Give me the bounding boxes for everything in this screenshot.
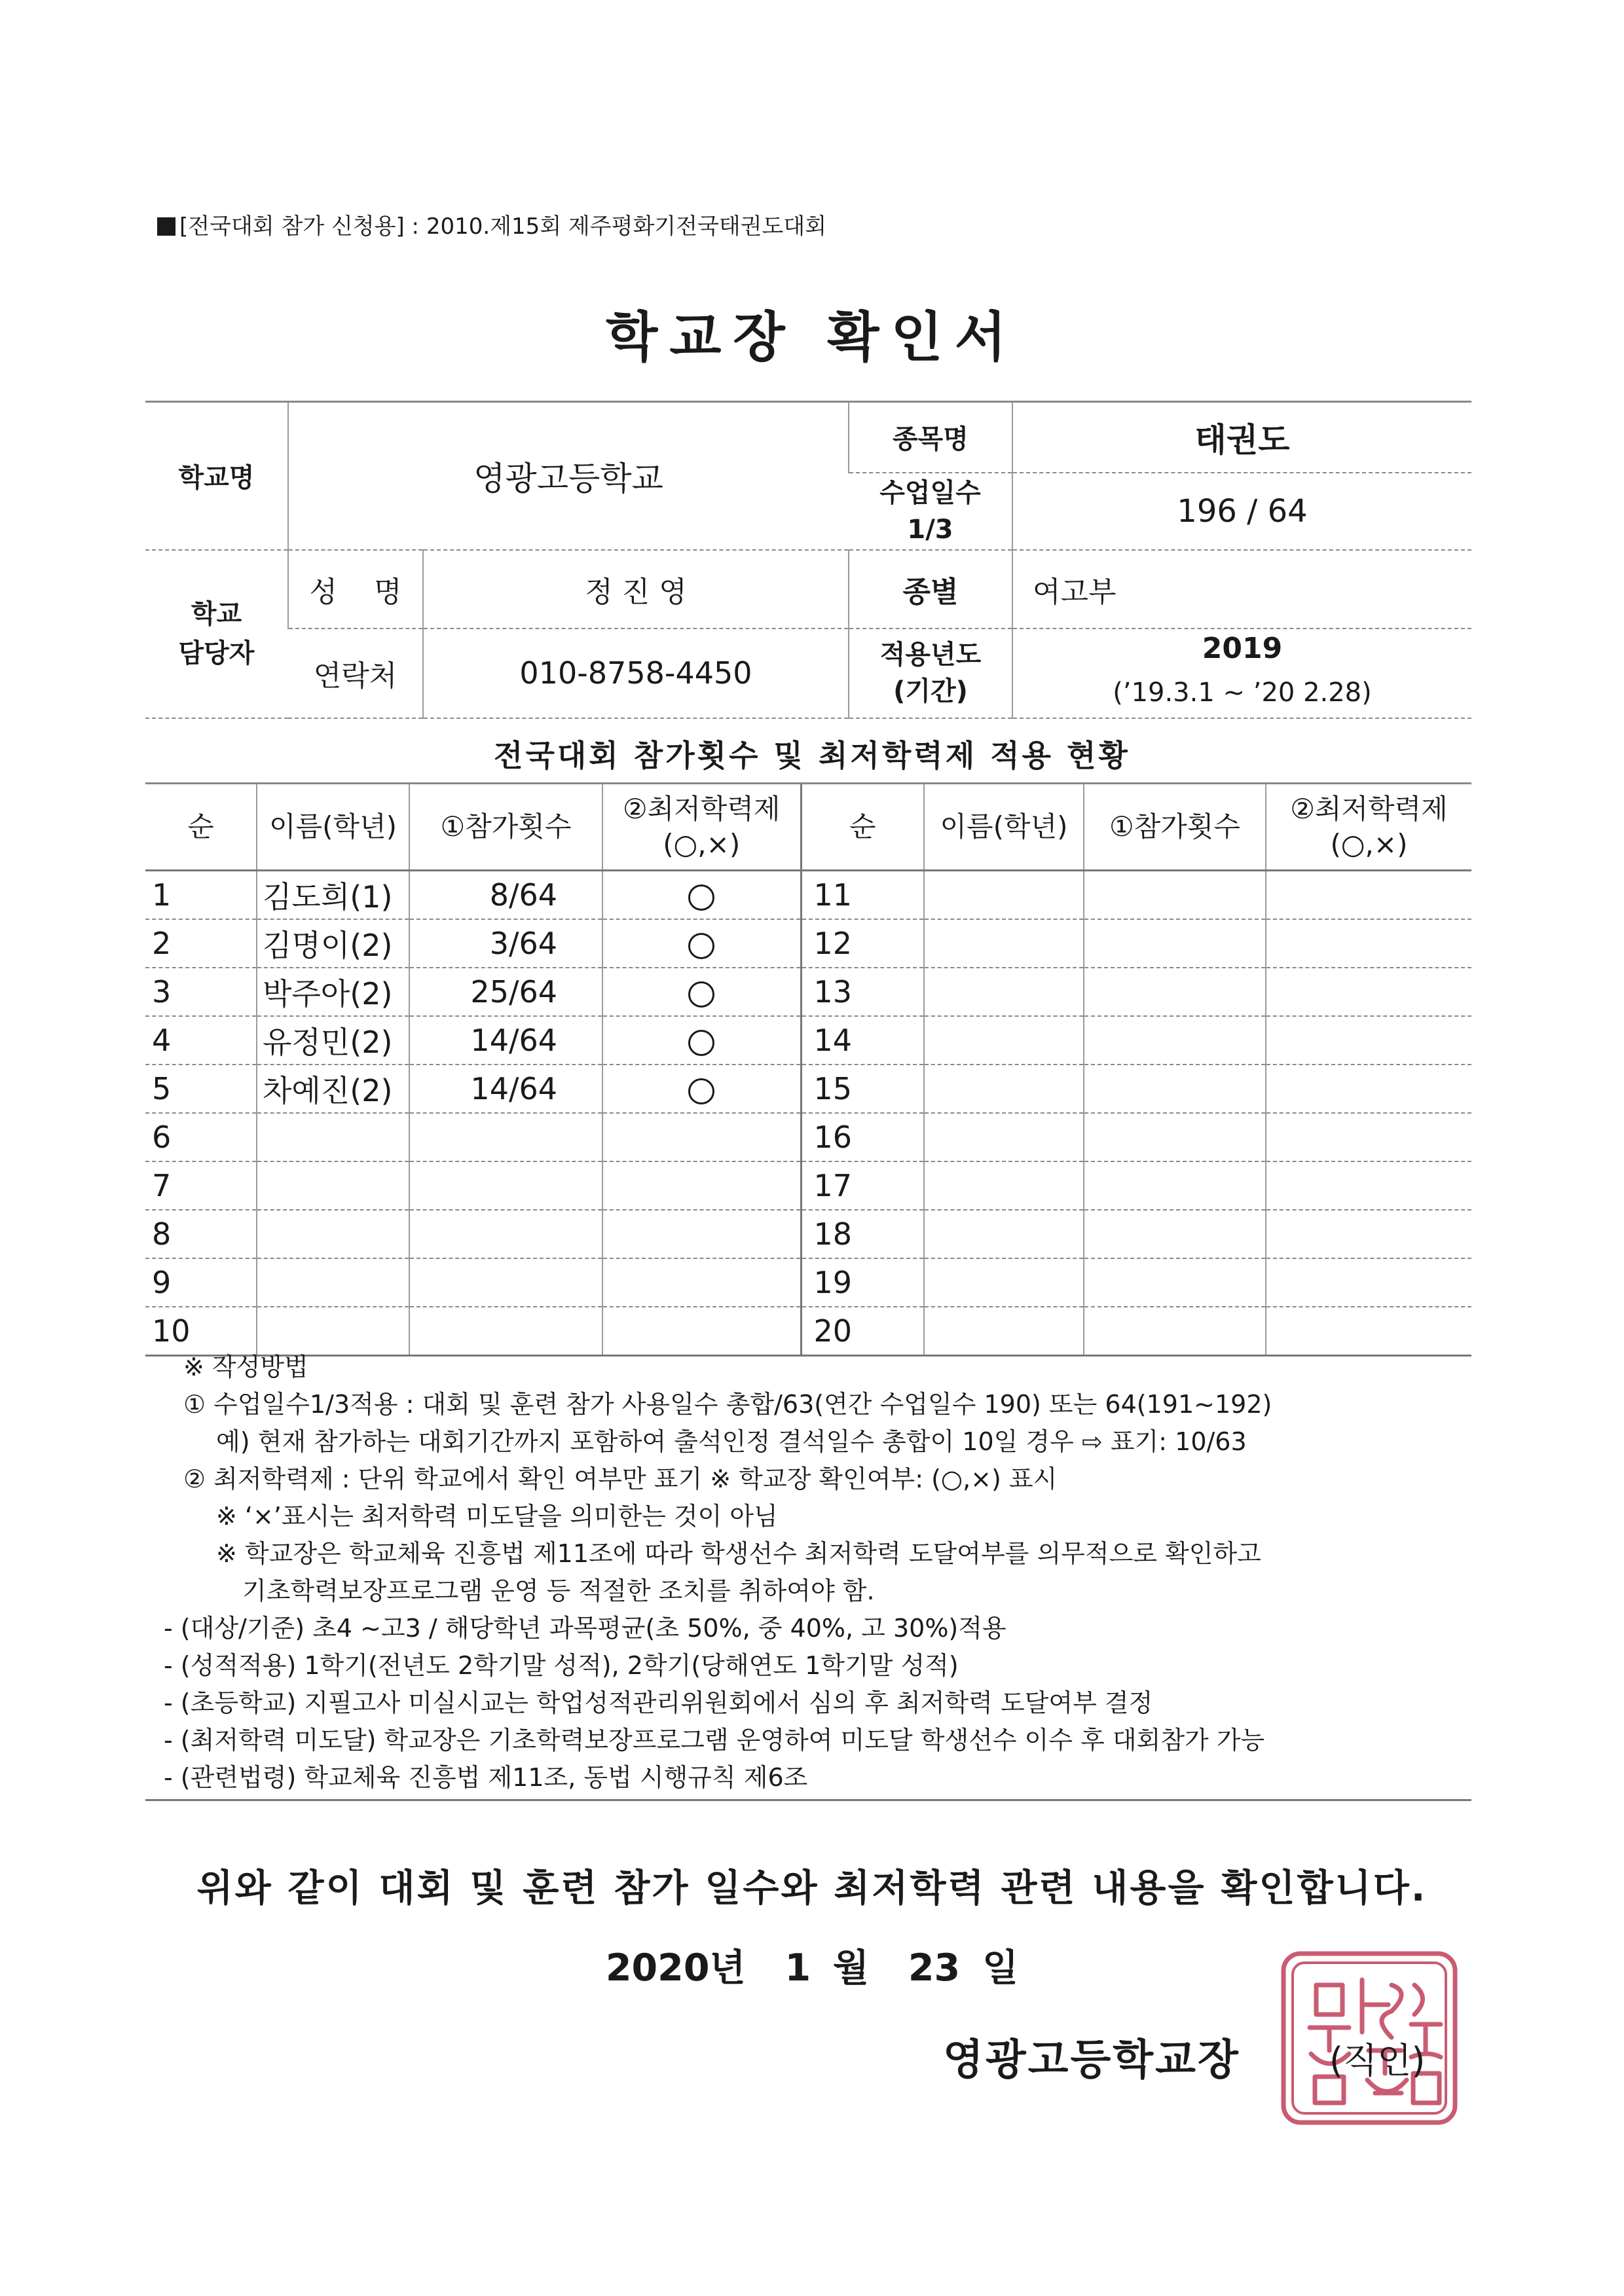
roster-min-grade-2 bbox=[1266, 1258, 1471, 1307]
roster-no-2: 18 bbox=[801, 1210, 924, 1258]
detail-2: - (성적적용) 1학기(전년도 2학기말 성적), 2학기(당해연도 1학기말 성적) bbox=[164, 1651, 959, 1680]
roster-name bbox=[257, 1161, 409, 1210]
roster-row bbox=[145, 1016, 1471, 1065]
note-1-example: 예) 현재 참가하는 대회기간까지 포함하여 출석인정 결석일수 총합이 10일 경우 ⇨ 표기: 10/63 bbox=[216, 1427, 1247, 1456]
roster-count-2 bbox=[1084, 968, 1266, 1016]
roster-no: 5 bbox=[145, 1065, 257, 1113]
roster-row bbox=[145, 1065, 1471, 1113]
roster-name-2 bbox=[924, 1210, 1084, 1258]
roster-name-2 bbox=[924, 919, 1084, 968]
seal-note: (직인) bbox=[1329, 2040, 1426, 2081]
sport-value: 태권도 bbox=[1012, 402, 1471, 473]
date-year: 2020년 bbox=[605, 1946, 746, 1990]
roster-count: 14/64 bbox=[409, 1016, 602, 1065]
header-count: ①참가횟수 bbox=[409, 784, 602, 871]
square-bullet-icon bbox=[157, 217, 175, 236]
roster-no: 8 bbox=[145, 1210, 257, 1258]
page-title: 학교장 확인서 bbox=[606, 306, 1018, 369]
note-4: ※ 학교장은 학교체육 진흥법 제11조에 따라 학생선수 최저학력 도달여부를 의무적으로 확인하고 bbox=[216, 1539, 1261, 1568]
roster-name-2 bbox=[924, 1113, 1084, 1161]
detail-5: - (관련법령) 학교체육 진흥법 제11조, 동법 시행규칙 제6조 bbox=[164, 1763, 808, 1792]
roster-min-grade bbox=[602, 968, 801, 1016]
note-1: ① 수업일수1/3적용 : 대회 및 훈련 참가 사용일수 총합/63(연간 수업일수 190) 또는 64(191~192) bbox=[183, 1390, 1272, 1419]
roster-row bbox=[145, 1113, 1471, 1161]
roster-count: 14/64 bbox=[409, 1065, 602, 1113]
roster-name bbox=[257, 1113, 409, 1161]
school-name-label: 학교명 bbox=[145, 402, 288, 550]
date-month-unit: 월 bbox=[832, 1946, 870, 1990]
roster-header-row bbox=[145, 784, 1471, 871]
confirmation-statement: 위와 같이 대회 및 훈련 참가 일수와 최저학력 관련 내용을 확인합니다. bbox=[196, 1867, 1428, 1910]
roster-no-2: 17 bbox=[801, 1161, 924, 1210]
roster-count-2 bbox=[1084, 1113, 1266, 1161]
school-name-value: 영광고등학교 bbox=[288, 402, 849, 550]
roster-row bbox=[145, 919, 1471, 968]
roster-no: 9 bbox=[145, 1258, 257, 1307]
instructions bbox=[164, 1349, 1480, 1796]
roster-name-2 bbox=[924, 1016, 1084, 1065]
roster-no: 10 bbox=[145, 1307, 257, 1356]
roster-name: 박주아(2) bbox=[257, 968, 409, 1016]
roster-min-grade-2 bbox=[1266, 919, 1471, 968]
roster-count: 3/64 bbox=[409, 919, 602, 968]
school-info-table bbox=[145, 401, 1471, 719]
circle-mark-icon bbox=[688, 1030, 714, 1056]
roster-no-2: 12 bbox=[801, 919, 924, 968]
roster-name-2 bbox=[924, 1161, 1084, 1210]
roster-no-2: 16 bbox=[801, 1113, 924, 1161]
roster-no-2: 20 bbox=[801, 1307, 924, 1356]
detail-3: - (초등학교) 지필고사 미실시교는 학업성적관리위원회에서 심의 후 최저학력 도달여부 결정 bbox=[164, 1688, 1153, 1717]
note-2: ② 최저학력제 : 단위 학교에서 확인 여부만 표기 ※ 학교장 확인여부: (○,×) 표시 bbox=[183, 1465, 1058, 1493]
roster-row bbox=[145, 871, 1471, 920]
manager-label: 학교 담당자 bbox=[145, 550, 288, 718]
principal-signature: 영광고등학교장 bbox=[943, 2036, 1240, 2085]
date-month: 1 bbox=[784, 1946, 811, 1990]
detail-4: - (최저학력 미도달) 학교장은 기초학력보장프로그램 운영하여 미도달 학생선수 이수 후 대회참가 가능 bbox=[164, 1726, 1265, 1755]
roster-min-grade-2 bbox=[1266, 1210, 1471, 1258]
header-count-2: ①참가횟수 bbox=[1084, 784, 1266, 871]
circle-mark-icon bbox=[688, 1078, 714, 1104]
date-day-unit: 일 bbox=[982, 1946, 1019, 1990]
roster-min-grade bbox=[602, 1210, 801, 1258]
roster-count-2 bbox=[1084, 871, 1266, 920]
roster-count-2 bbox=[1084, 1210, 1266, 1258]
roster-min-grade-2 bbox=[1266, 1016, 1471, 1065]
document-header bbox=[157, 208, 826, 240]
roster-count bbox=[409, 1210, 602, 1258]
section-title: 전국대회 참가횟수 및 최저학력제 적용 현황 bbox=[494, 738, 1130, 773]
contact-value: 010-8758-4450 bbox=[423, 629, 849, 718]
header-no: 순 bbox=[145, 784, 257, 871]
roster-min-grade bbox=[602, 1016, 801, 1065]
roster-no-2: 19 bbox=[801, 1258, 924, 1307]
roster-name bbox=[257, 1258, 409, 1307]
roster-min-grade-2 bbox=[1266, 871, 1471, 920]
roster-name-2 bbox=[924, 1065, 1084, 1113]
class-days-label: 수업일수 1/3 bbox=[849, 473, 1012, 550]
roster-count-2 bbox=[1084, 1161, 1266, 1210]
apply-year-label: 적용년도 (기간) bbox=[849, 629, 1012, 718]
roster-min-grade bbox=[602, 1065, 801, 1113]
roster-no-2: 14 bbox=[801, 1016, 924, 1065]
circle-mark-icon bbox=[688, 933, 714, 959]
header-min-grade: ②최저학력제 (○,×) bbox=[602, 784, 801, 871]
date-day: 23 bbox=[908, 1946, 961, 1990]
header-name: 이름(학년) bbox=[257, 784, 409, 871]
roster-min-grade-2 bbox=[1266, 1161, 1471, 1210]
roster-row bbox=[145, 1210, 1471, 1258]
roster-row bbox=[145, 1258, 1471, 1307]
detail-1: - (대상/기준) 초4 ~고3 / 해당학년 과목평균(초 50%, 중 40%, 고 30%)적용 bbox=[164, 1614, 1006, 1643]
roster-no: 3 bbox=[145, 968, 257, 1016]
roster-min-grade-2 bbox=[1266, 1065, 1471, 1113]
roster-min-grade bbox=[602, 871, 801, 920]
roster-no: 2 bbox=[145, 919, 257, 968]
roster-min-grade bbox=[602, 919, 801, 968]
manager-name-value: 정 진 영 bbox=[423, 550, 849, 629]
header-event: : 2010.제15회 제주평화기전국태권도대회 bbox=[404, 213, 827, 240]
roster-min-grade bbox=[602, 1113, 801, 1161]
roster-no-2: 15 bbox=[801, 1065, 924, 1113]
roster-no-2: 13 bbox=[801, 968, 924, 1016]
roster-name-2 bbox=[924, 1258, 1084, 1307]
note-4-cont: 기초학력보장프로그램 운영 등 적절한 조치를 취하여야 함. bbox=[242, 1576, 875, 1605]
notes-heading: ※ 작성방법 bbox=[183, 1353, 308, 1381]
roster-no: 4 bbox=[145, 1016, 257, 1065]
roster-count-2 bbox=[1084, 1016, 1266, 1065]
roster-name: 김도희(1) bbox=[257, 871, 409, 920]
roster-no: 1 bbox=[145, 871, 257, 920]
notes-divider bbox=[145, 1799, 1471, 1801]
roster-count: 25/64 bbox=[409, 968, 602, 1016]
circle-mark-icon bbox=[688, 884, 714, 911]
roster-min-grade bbox=[602, 1258, 801, 1307]
division-value: 여고부 bbox=[1012, 550, 1471, 629]
circle-mark-icon bbox=[688, 981, 714, 1008]
roster-no-2: 11 bbox=[801, 871, 924, 920]
roster-name: 김명이(2) bbox=[257, 919, 409, 968]
sport-label: 종목명 bbox=[849, 402, 1012, 473]
roster-name: 유정민(2) bbox=[257, 1016, 409, 1065]
roster-count bbox=[409, 1258, 602, 1307]
header-no-2: 순 bbox=[801, 784, 924, 871]
roster-name bbox=[257, 1210, 409, 1258]
roster-name: 차예진(2) bbox=[257, 1065, 409, 1113]
header-tag: [전국대회 참가 신청용] bbox=[179, 213, 405, 240]
roster-min-grade-2 bbox=[1266, 1113, 1471, 1161]
contact-label: 연락처 bbox=[288, 629, 423, 718]
header-name-2: 이름(학년) bbox=[924, 784, 1084, 871]
roster-row bbox=[145, 1161, 1471, 1210]
roster-no: 6 bbox=[145, 1113, 257, 1161]
manager-name-label: 성 명 bbox=[288, 550, 423, 629]
roster-name-2 bbox=[924, 968, 1084, 1016]
header-min-grade-2: ②최저학력제 (○,×) bbox=[1266, 784, 1471, 871]
roster-no: 7 bbox=[145, 1161, 257, 1210]
note-3: ※ ‘×’표시는 최저학력 미도달을 의미한는 것이 아님 bbox=[216, 1502, 778, 1531]
roster-count bbox=[409, 1113, 602, 1161]
roster-count: 8/64 bbox=[409, 871, 602, 920]
roster-count bbox=[409, 1161, 602, 1210]
roster-min-grade bbox=[602, 1161, 801, 1210]
roster-count-2 bbox=[1084, 1258, 1266, 1307]
roster-count-2 bbox=[1084, 1065, 1266, 1113]
roster-row bbox=[145, 968, 1471, 1016]
apply-year-value: 2019 (’19.3.1 ~ ’20 2.28) bbox=[1012, 629, 1471, 718]
roster-name-2 bbox=[924, 871, 1084, 920]
roster-count-2 bbox=[1084, 919, 1266, 968]
division-label: 종별 bbox=[849, 550, 1012, 629]
roster-table bbox=[145, 782, 1471, 1357]
roster-min-grade-2 bbox=[1266, 968, 1471, 1016]
class-days-value: 196 / 64 bbox=[1012, 473, 1471, 550]
